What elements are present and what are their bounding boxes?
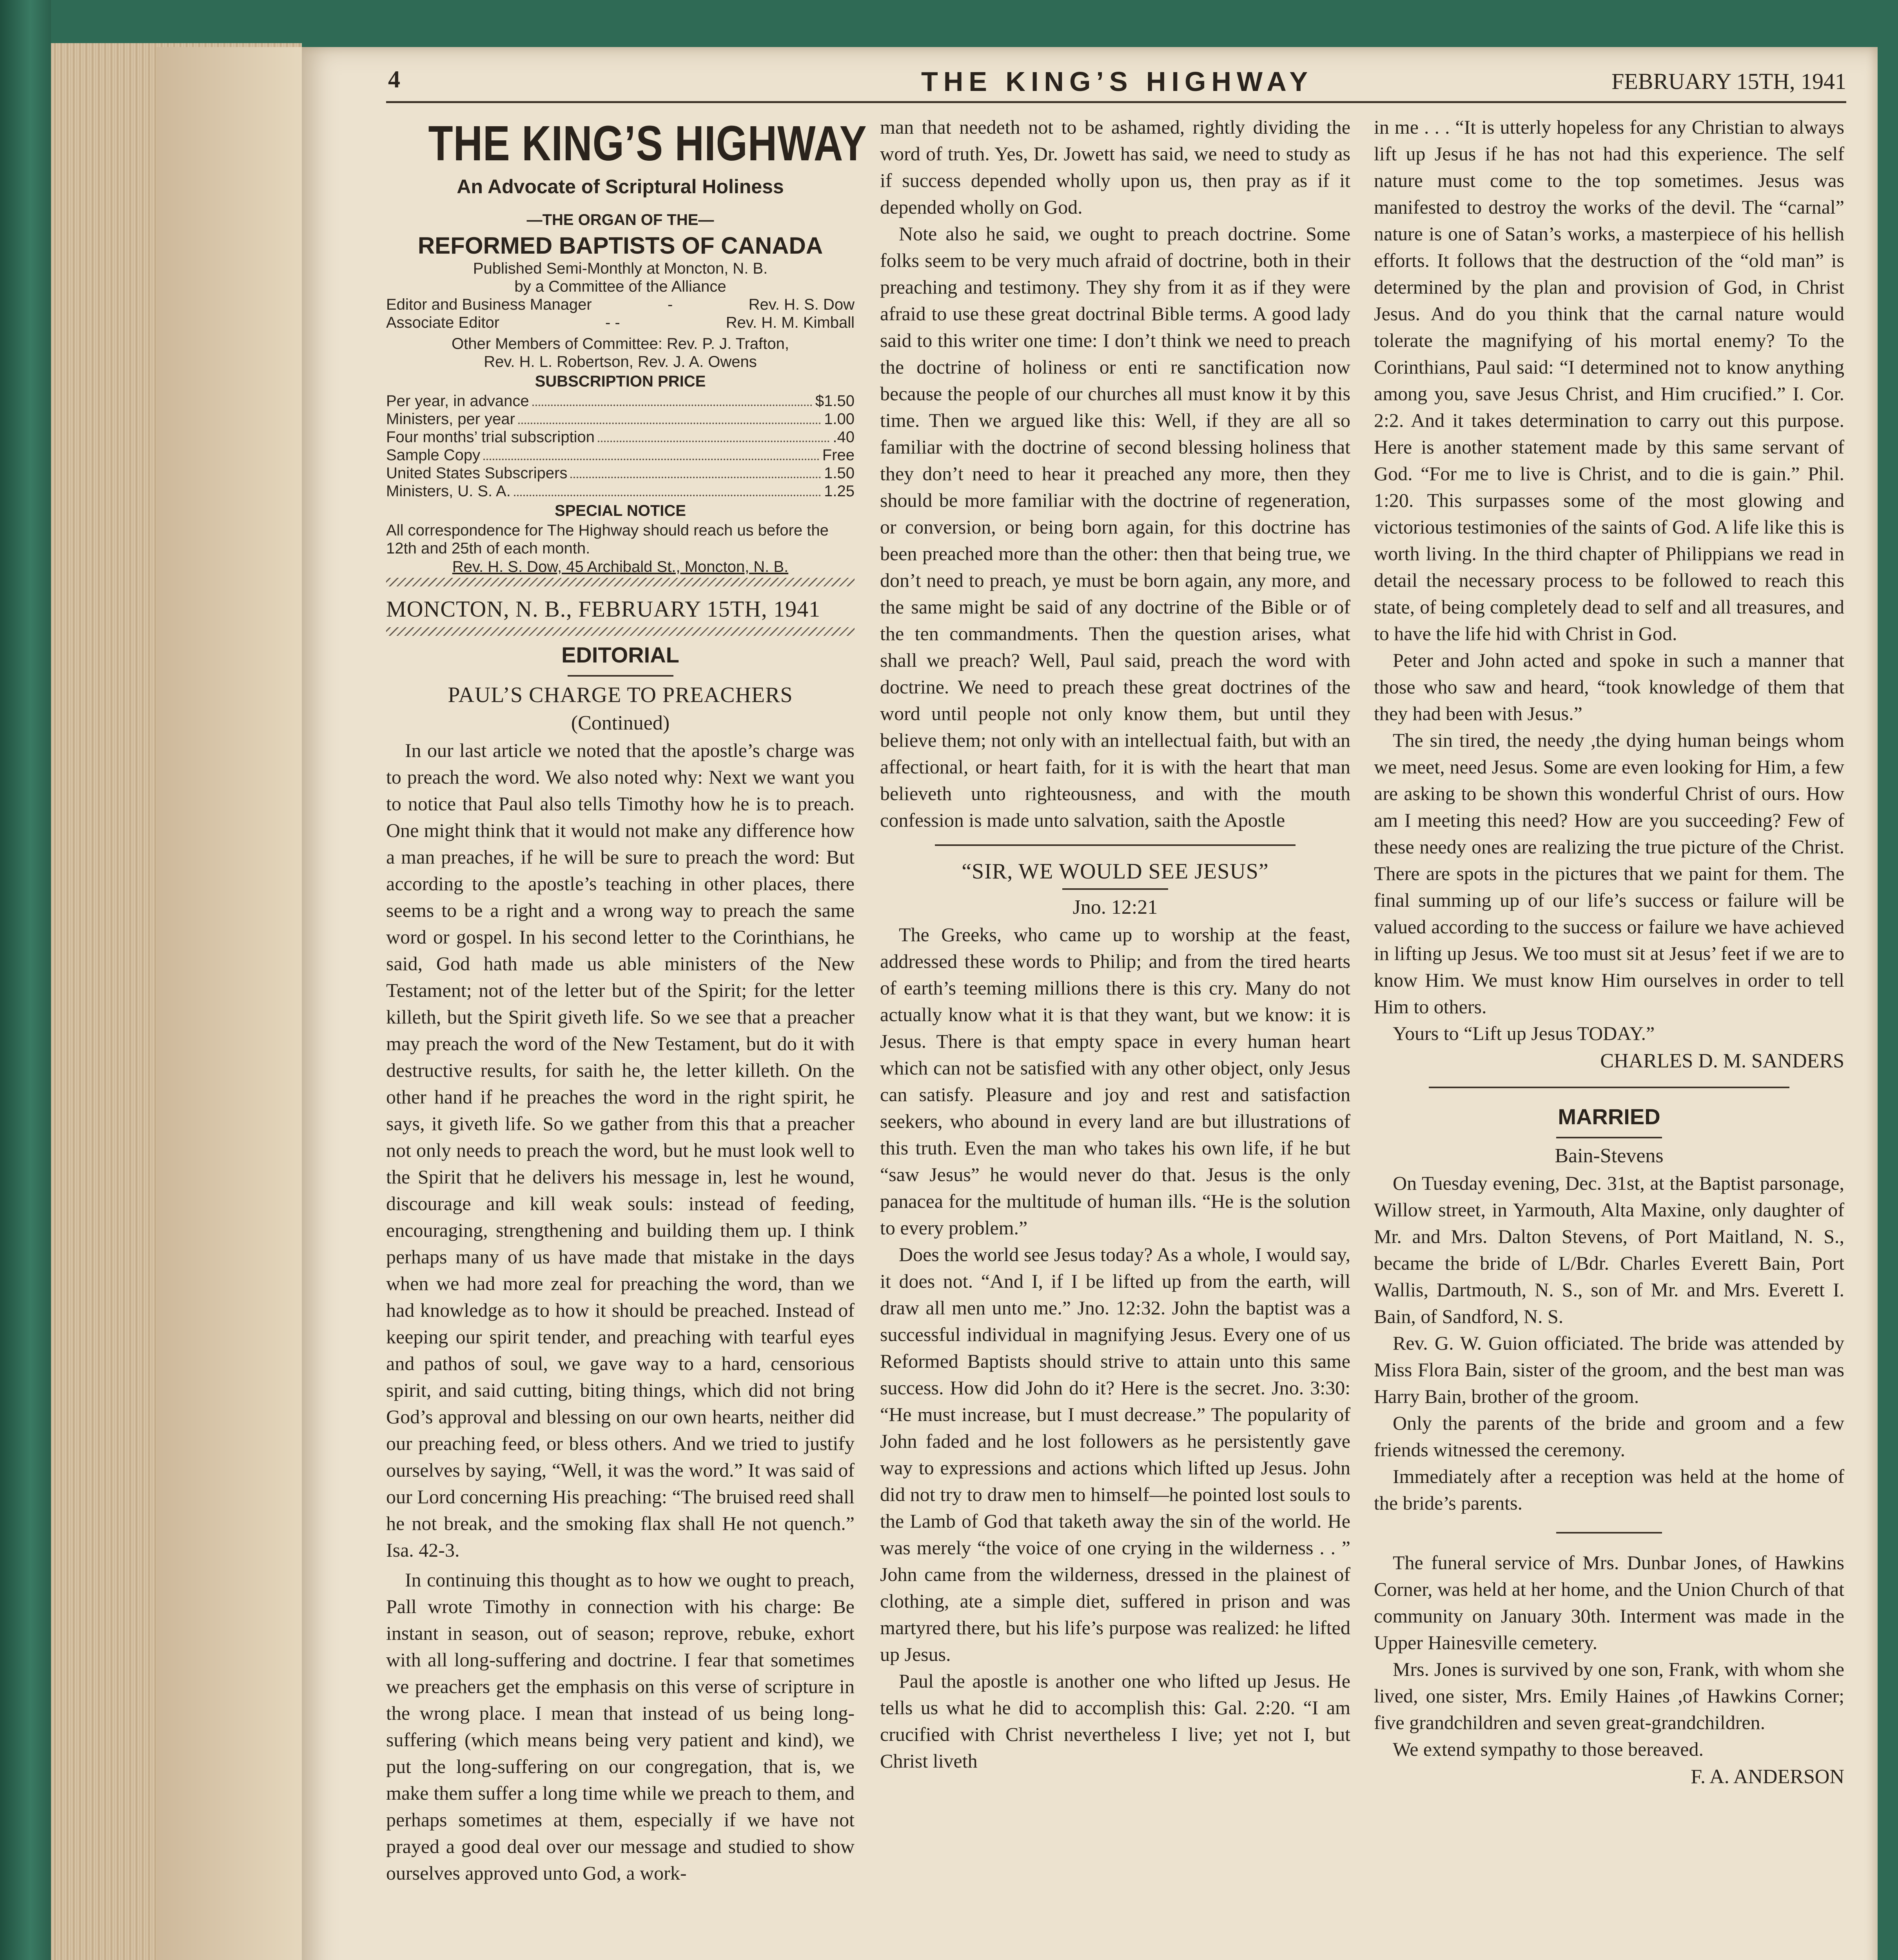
column-2 <box>880 114 1350 1774</box>
book-cover-top <box>51 0 1893 47</box>
section-rule <box>1429 1087 1789 1088</box>
price-row <box>386 428 855 446</box>
article-paragraph: In our last article we noted that the apostle’s charge was to preach the word. We also noted why: Next we want you to notice that Paul also tells Timothy how he is to preach. One might think that it would not make any difference how a man preaches, if he will be sure to preach the word: But according to the apostle’s teaching in other places, there seems to be a right and a wrong way to preach the same word or gospel. In his second letter to the Corinthians, he said, God hath made us able ministers of the New Testament; not of the letter but of the Spirit; for the letter killeth, but the Spirit giveth life. So we see that a preacher may preach the word of the New Testament, but do it with destructive results, for saith he, the letter killeth. On the other hand if he preaches the word in the right spirit, he says, it giveth life. So we gather from this that a preacher not only needs to preach the word, but he must look well to the Spirit that he delivers his message in, lest he wound, discourage and kill weak souls: instead of feeding, encouraging, strengthening and building them up. I think perhaps many of us have made that mistake in the days when we had more zeal for preaching the word, than we had knowledge as to how it should be preached. Instead of keeping our spirit tender, and preaching with tearful eyes and pathos of soul, we gave way to a hard, censorious spirit, and said cutting, biting things, which did not bring God’s approval and blessing on our own hearts, neither did our preaching feed, or bless others. And we tried to justify ourselves by saying, “Well, it was the word.” It was said of our Lord concerning His preaching: “The bruised reed shall he not break, and the smoking flax shall He not quench.” Isa. 42-3. <box>386 739 855 1561</box>
article-paragraph: Yours to “Lift up Jesus TODAY.” <box>1393 1022 1655 1044</box>
editor-row <box>386 296 855 314</box>
article-title: “SIR, WE WOULD SEE JESUS” <box>962 859 1269 884</box>
leader-dots <box>570 477 821 478</box>
article-paragraph: In continuing this thought as to how we ought to preach, Pall wrote Timothy in connection with his charge: Be instant in season, out of season; reprove, rebuke, exhort with all long-suffering and doctrine. I fear that sometimes we preachers get the emphasis on this verse of scripture in the wrong place. I mean that instead of us being long-suffering (which means being very patient and kind), we put the long-suffering on our congregation, that is, we make them suffer a long time while we preach to them, and perhaps sometimes at them, especially if we have not prayed a good deal over our message and studied to show ourselves approved unto God, a work- <box>386 1569 855 1884</box>
signature: CHARLES D. M. SANDERS <box>1600 1050 1844 1072</box>
editor-name: Rev. H. S. Dow <box>748 296 855 313</box>
price-value: $1.50 <box>815 392 855 410</box>
running-header <box>388 66 1846 101</box>
masthead-committee: by a Committee of the Alliance <box>514 278 726 295</box>
article-paragraph: Note also he said, we ought to preach doctrine. Some folks seem to be very much afraid of doctrine, both in their preaching and testimony. They shy from it as if they were afraid to use these great doctrinal Bible terms. A good lady said to this writer one time: I don’t think we need to preach the doctrine of holiness or enti re sanctification now because the people of our churches all must know it by this time. Then we argued like this: Well, if they are all so familiar with the doctrine of second blessing holiness that they don’t need to hear it preached any more, then they should be more familiar with the doctrine of regeneration, or conversion, or being born again, for this doctrine has been preached more than the other: then that being true, we don’t need to preach, ye must be born again, any more, and the same might be said of any doctrine of the Bible or of the ten commandments. Then the question arises, what shall we preach? Well, Paul said, preach the word with doctrine. We need to preach these great doctrines of the word until people not only know them, but until they believe them; not only with an intellectual faith, but with an affectional, or heart faith, for it is with the heart that man believeth unto righteousness, and with the mouth confession is made unto salvation, saith the Apostle <box>880 223 1350 831</box>
page-number: 4 <box>388 66 400 93</box>
column-3 <box>1374 114 1844 1791</box>
price-list <box>386 392 855 500</box>
price-label: United States Subscripers <box>386 465 568 482</box>
article-paragraph: Does the world see Jesus today? As a whole, I would say, it does not. “And I, if I be lifted up from the earth, will draw all men unto me.” Jno. 12:32. John the baptist was a successful individual in magnifying Jesus. Every one of us Reformed Baptists should strive to attain unto this same success. How did John do it? Here is the secret. Jno. 3:30: “He must increase, but I must decrease.” The popularity of John faded and he lost followers as he persistently gave way to expressions and actions which lifted up Jesus. John did not try to draw men to himself—he pointed lost souls to the Lamb of God that taketh away the sin of the world. He was merely “the voice of one crying in the wilderness . . ” John came from the wilderness, dressed in the plainest of clothing, ate a simple diet, suffered in prison and was martyred there, but his life’s purpose was realized: he lifted up Jesus. <box>880 1243 1350 1665</box>
wavy-rule <box>386 578 855 586</box>
subscription-heading: SUBSCRIPTION PRICE <box>535 373 706 390</box>
notice-text: All correspondence for The Highway should reach us before the 12th and 25th of each month. <box>386 522 829 557</box>
book-cover-right <box>1878 0 1898 1960</box>
article-paragraph: Paul the apostle is another one who lifted up Jesus. He tells us what he did to accomplish this: Gal. 2:20. “I am crucified with Christ nevertheless I live; yet not I, but Christ liveth <box>880 1670 1350 1772</box>
associate-separator: - - <box>605 314 620 331</box>
leader-dots <box>518 423 821 424</box>
article-paragraph: Rev. G. W. Guion officiated. The bride was attended by Miss Flora Bain, sister of the groom, and the best man was Harry Bain, brother of the groom. <box>1374 1332 1844 1407</box>
notice-address: Rev. H. S. Dow, 45 Archibald St., Moncton, N. B. <box>452 558 789 575</box>
price-value: Free <box>822 446 855 464</box>
price-label: Ministers, U. S. A. <box>386 483 511 500</box>
committee-members-2: Rev. H. L. Robertson, Rev. J. A. Owens <box>484 353 757 370</box>
issue-date: FEBRUARY 15TH, 1941 <box>1611 69 1846 94</box>
leader-dots <box>514 495 821 496</box>
price-row <box>386 446 855 464</box>
leader-dots <box>598 441 829 442</box>
price-value: .40 <box>833 428 855 446</box>
editor-label: Editor and Business Manager <box>386 296 592 313</box>
price-label: Four months’ trial subscription <box>386 428 595 446</box>
article-paragraph: Mrs. Jones is survived by one son, Frank, with whom she lived, one sister, Mrs. Emily Haines ,of Hawkins Corner; five grandchildren and seven great-grandchildren. <box>1374 1658 1844 1733</box>
price-label: Ministers, per year <box>386 410 515 428</box>
article-title: PAUL’S CHARGE TO PREACHERS <box>448 683 793 707</box>
price-row <box>386 392 855 410</box>
price-row <box>386 464 855 482</box>
short-rule <box>1556 1532 1662 1534</box>
article-paragraph: On Tuesday evening, Dec. 31st, at the Baptist parsonage, Willow street, in Yarmouth, Alta Maxine, only daughter of Mr. and Mrs. Dalton Stevens, of Port Maitland, N. S., became the bride of L/Bdr. Charles Everett Bain, Port Wallis, Dartmouth, N. S., son of Mr. and Mrs. Everett I. Bain, of Sandford, N. S. <box>1374 1172 1844 1327</box>
price-value: 1.50 <box>824 465 855 482</box>
book-binding <box>0 0 51 1960</box>
short-rule <box>1556 1137 1662 1138</box>
notice-heading: SPECIAL NOTICE <box>555 502 686 519</box>
price-value: 1.25 <box>824 483 855 500</box>
price-row <box>386 410 855 428</box>
associate-label: Associate Editor <box>386 314 500 331</box>
article-paragraph: man that needeth not to be ashamed, rightly dividing the word of truth. Yes, Dr. Jowett has said, we need to study as if success depended wholly upon us, then pray as if it depended wholly on God. <box>880 116 1350 218</box>
associate-row <box>386 314 855 332</box>
article-paragraph: Only the parents of the bride and groom and a few friends witnessed the ceremony. <box>1374 1412 1844 1461</box>
article-continued: (Continued) <box>571 712 670 734</box>
masthead-organization: REFORMED BAPTISTS OF CANADA <box>417 232 823 259</box>
masthead-title: THE KING’S HIGHWAY <box>428 116 867 171</box>
price-label: Per year, in advance <box>386 392 529 410</box>
article-paragraph: The sin tired, the needy ,the dying human beings whom we meet, need Jesus. Some are even looking for Him, a few are asking to be shown this wonderful Christ of ours. How am I meeting this need? How are you succeeding? Few of these needy ones are realizing the true picture of the Christ. There are spots in the pictures that we paint for them. The final summing up of our life’s success or failure will be valued according to the success or failure we have achieved in lifting up Jesus. We too must sit at Jesus’ feet if we are to know Him. We must know Him ourselves in order to tell Him to others. <box>1374 729 1844 1018</box>
associate-name: Rev. H. M. Kimball <box>726 314 855 331</box>
leader-dots <box>483 459 819 460</box>
married-heading: MARRIED <box>1558 1104 1660 1129</box>
article-paragraph: in me . . . “It is utterly hopeless for any Christian to always lift up Jesus if he has not had this experience. The self nature must come to the top sometimes. Jesus was manifested to destroy the works of the devil. The “carnal” nature is one of Satan’s works, a masterpiece of his hellish efforts. It follows that the destruction of the “old man” is determined by the plan and provision of God, in Christ Jesus. And do you think that the carnal nature would tolerate the magnifying of his mortal enemy? To the Corinthians, Paul said: “I determined not to know anything among you, save Jesus Christ, and Him crucified.” I. Cor. 2:2. And it takes determination to carry out this purpose. Here is another statement made by this same servant of God. “For me to live is Christ, and to die is gain.” Phil. 1:20. This surpasses some of the most glowing and victorious testimonies of the saints of God. A life like this is worth living. In the third chapter of Philippians we read in detail the necessary process to be followed to reach this state, of being completely dead to self and all treasures, and to have the life hid with Christ in God. <box>1374 116 1844 644</box>
masthead-published: Published Semi-Monthly at Moncton, N. B. <box>473 260 768 277</box>
leader-dots <box>532 405 812 406</box>
scripture-reference: Jno. 12:21 <box>1072 896 1158 918</box>
page-edges-inner <box>157 47 302 1960</box>
header-rule <box>386 101 1846 103</box>
short-rule <box>1062 888 1168 890</box>
article-paragraph: Immediately after a reception was held at the home of the bride’s parents. <box>1374 1465 1844 1514</box>
section-rule <box>935 844 1296 846</box>
wedding-title: Bain-Stevens <box>1555 1145 1664 1167</box>
price-row <box>386 482 855 500</box>
committee-members-1: Other Members of Committee: Rev. P. J. Trafton, <box>451 335 789 352</box>
dateline: MONCTON, N. B., FEBRUARY 15TH, 1941 <box>386 596 821 622</box>
column-1 <box>386 114 867 1886</box>
price-label: Sample Copy <box>386 446 481 464</box>
price-value: 1.00 <box>824 410 855 428</box>
article-paragraph: We extend sympathy to those bereaved. <box>1393 1738 1704 1760</box>
masthead-organ: —THE ORGAN OF THE— <box>526 211 714 229</box>
masthead-subtitle: An Advocate of Scriptural Holiness <box>457 176 784 198</box>
running-title: THE KING’S HIGHWAY <box>921 66 1314 97</box>
wavy-rule <box>386 627 855 636</box>
editorial-heading: EDITORIAL <box>561 642 679 667</box>
short-rule <box>568 675 673 677</box>
editor-separator: - <box>667 296 673 313</box>
article-paragraph: The Greeks, who came up to worship at the feast, addressed these words to Philip; and from the tired hearts of earth’s teeming millions there is this cry. Many do not actually know what it is that they want, but we know: it is Jesus. There is that empty space in every human heart which can not be satisfied with any other object, only Jesus can satisfy. Pleasure and joy and rest and satisfaction seekers, who abound in every land are but illustrations of this truth. Even the man who takes his own life, if he but “saw Jesus” he would never do that. Jesus is the only panacea for the multitude of human ills. “He is the solution to every problem.” <box>880 924 1350 1239</box>
signature: F. A. ANDERSON <box>1691 1766 1844 1788</box>
article-paragraph: Peter and John acted and spoke in such a manner that those who saw and heard, “took knowledge of them that they had been with Jesus.” <box>1374 649 1844 724</box>
article-paragraph: The funeral service of Mrs. Dunbar Jones, of Hawkins Corner, was held at her home, and the Union Church of that community on January 30th. Interment was made in the Upper Hainesville cemetery. <box>1374 1552 1844 1653</box>
